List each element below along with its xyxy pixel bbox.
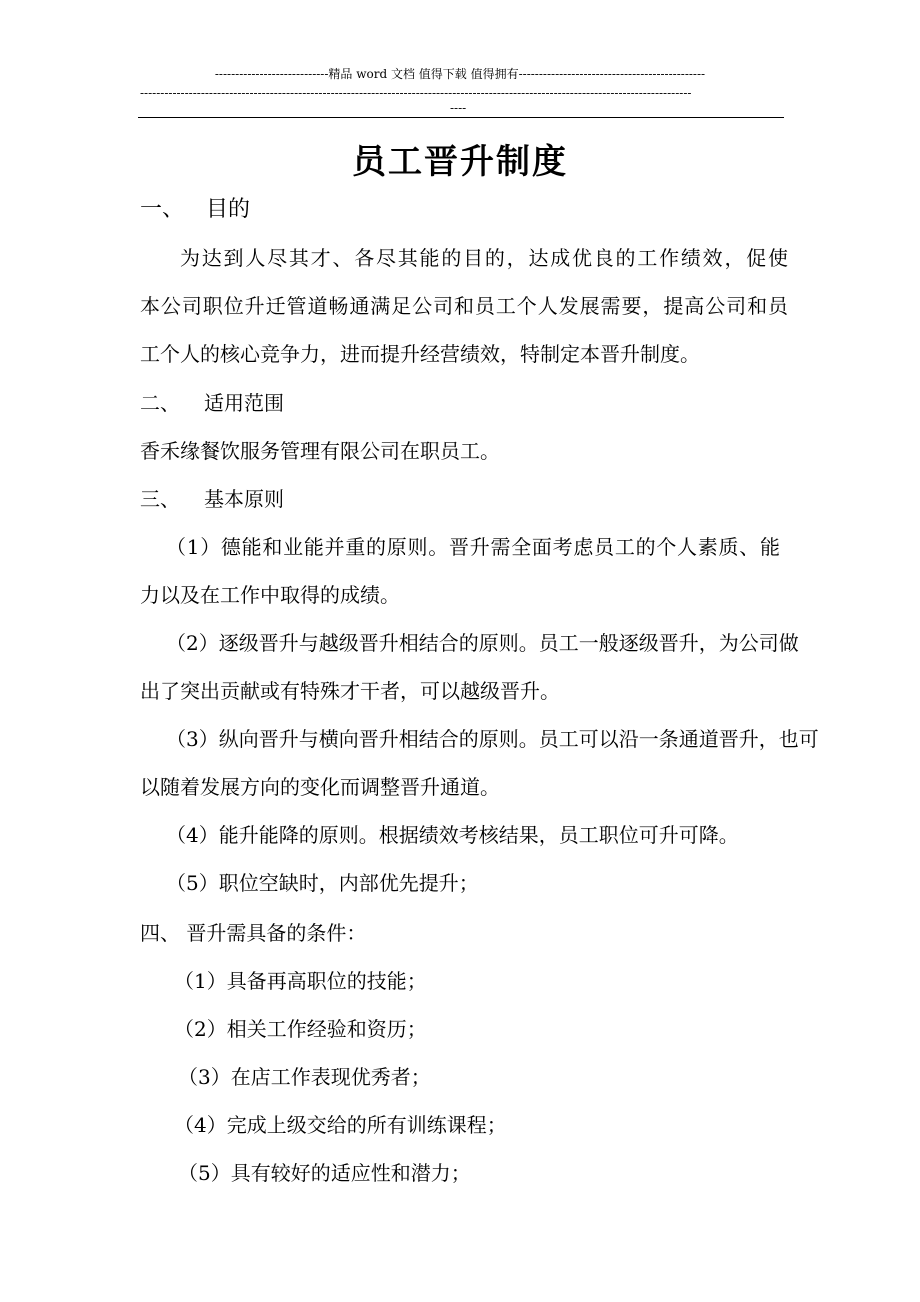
purpose-line-1: 为达到人尽其才、各尽其能的目的，达成优良的工作绩效，促使 <box>180 246 788 270</box>
condition-item-2: （2）相关工作经验和资历； <box>174 1017 427 1041</box>
principle-line-3: （2）逐级晋升与越级晋升相结合的原则。员工一般逐级晋升，为公司做 <box>166 631 799 655</box>
condition-item-3: （3）在店工作表现优秀者； <box>178 1065 431 1089</box>
purpose-line-2: 本公司职位升迁管道畅通满足公司和员工个人发展需要，提高公司和员 <box>140 294 788 318</box>
section-4-heading: 四、 晋升需具备的条件： <box>140 921 367 945</box>
document-title: 员工晋升制度 <box>352 142 568 182</box>
condition-item-4: （4）完成上级交给的所有训练课程； <box>174 1113 507 1137</box>
section-3-number: 三、 <box>140 487 180 511</box>
principle-line-6: 以随着发展方向的变化而调整晋升通道。 <box>140 775 500 799</box>
principle-line-8: （5）职位空缺时，内部优先提升； <box>166 871 479 895</box>
purpose-line-3: 工个人的核心竞争力，进而提升经营绩效，特制定本晋升制度。 <box>140 342 700 366</box>
header-dashes: ---------------------------------------------------------------------------------------------------------------------------------------- <box>140 86 692 100</box>
principle-line-1: （1）德能和业能并重的原则。晋升需全面考虑员工的个人素质、能 <box>166 535 780 559</box>
section-1-number: 一、 <box>140 197 185 222</box>
scope-text: 香禾缘餐饮服务管理有限公司在职员工。 <box>140 439 500 463</box>
section-1-title: 目的 <box>206 197 251 222</box>
header-banner: ----------------------------精品 word 文档 值得下载 值得拥有---------------------------------------------- <box>214 67 706 81</box>
principle-line-2: 力以及在工作中取得的成绩。 <box>140 583 400 607</box>
header-dashes-tail: ---- <box>450 101 467 115</box>
section-2-number: 二、 <box>140 391 180 415</box>
section-3-title: 基本原则 <box>204 487 284 511</box>
section-2-title: 适用范围 <box>204 391 284 415</box>
principle-line-4: 出了突出贡献或有特殊才干者，可以越级晋升。 <box>140 679 560 703</box>
principle-line-7: （4）能升能降的原则。根据绩效考核结果，员工职位可升可降。 <box>166 823 739 847</box>
header-rule <box>138 117 784 118</box>
condition-item-5: （5）具有较好的适应性和潜力； <box>178 1161 471 1185</box>
section-2-heading <box>140 388 284 418</box>
section-1-heading <box>140 195 250 225</box>
section-3-heading <box>140 484 284 514</box>
principle-line-5: （3）纵向晋升与横向晋升相结合的原则。员工可以沿一条通道晋升，也可 <box>166 727 819 751</box>
condition-item-1: （1）具备再高职位的技能； <box>174 969 427 993</box>
